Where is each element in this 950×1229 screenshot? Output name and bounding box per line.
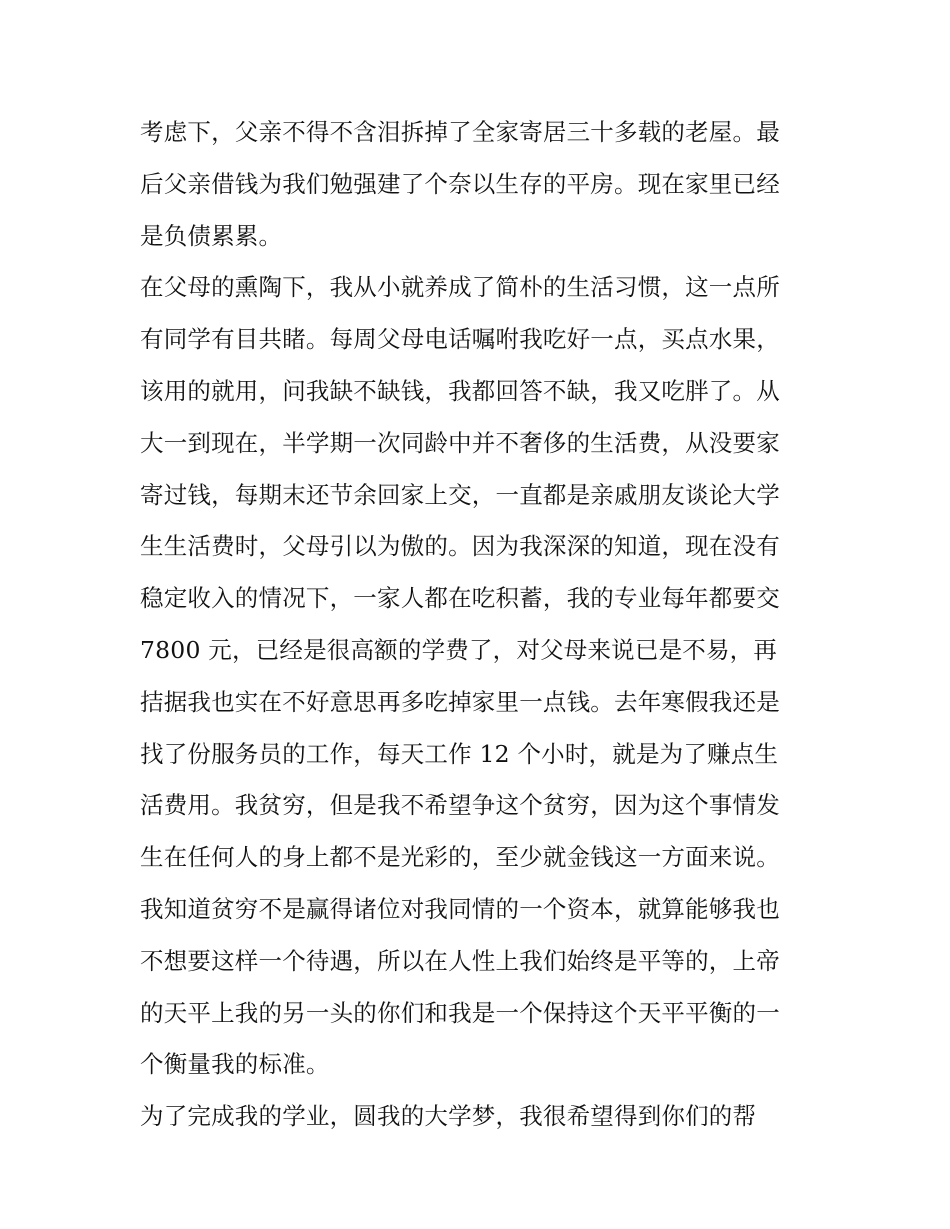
text-line: 有同学有目共睹。每周父母电话嘱咐我吃好一点，买点水果， (140, 325, 780, 354)
text-line: 我知道贫穷不是赢得诸位对我同情的一个资本，就算能够我也 (140, 894, 780, 923)
text-line: 的天平上我的另一头的你们和我是一个保持这个天平平衡的一 (140, 998, 780, 1027)
text-line: 不想要这样一个待遇，所以在人性上我们始终是平等的，上帝 (140, 946, 780, 975)
text-line: 后父亲借钱为我们勉强建了个奈以生存的平房。现在家里已经 (140, 169, 780, 198)
text-line: 找了份服务员的工作，每天工作 12 个小时，就是为了赚点生 (140, 739, 779, 768)
text-line: 是负债累累。 (140, 221, 283, 250)
text-line: 稳定收入的情况下，一家人都在吃积蓄，我的专业每年都要交 (140, 584, 780, 613)
text-line: 寄过钱，每期末还节余回家上交，一直都是亲戚朋友谈论大学 (140, 480, 780, 509)
text-line: 拮据我也实在不好意思再多吃掉家里一点钱。去年寒假我还是 (140, 687, 780, 716)
text-line: 活费用。我贫穷，但是我不希望争这个贫穷，因为这个事情发 (140, 791, 780, 820)
text-line: 该用的就用，问我缺不缺钱，我都回答不缺，我又吃胖了。从 (140, 376, 780, 405)
text-line: 生在任何人的身上都不是光彩的，至少就金钱这一方面来说。 (140, 843, 780, 872)
text-line: 个衡量我的标准。 (140, 1050, 330, 1079)
text-line: 7800 元，已经是很高额的学费了，对父母来说已是不易，再 (140, 635, 778, 664)
text-line: 大一到现在，半学期一次同龄中并不奢侈的生活费，从没要家 (140, 428, 780, 457)
text-line: 生生活费时，父母引以为傲的。因为我深深的知道，现在没有 (140, 532, 780, 561)
text-line: 在父母的熏陶下，我从小就养成了简朴的生活习惯，这一点所 (140, 273, 780, 302)
text-line: 为了完成我的学业，圆我的大学梦，我很希望得到你们的帮 (140, 1102, 757, 1131)
body-text (140, 107, 820, 1143)
text-line: 考虑下，父亲不得不含泪拆掉了全家寄居三十多载的老屋。最 (140, 118, 780, 146)
